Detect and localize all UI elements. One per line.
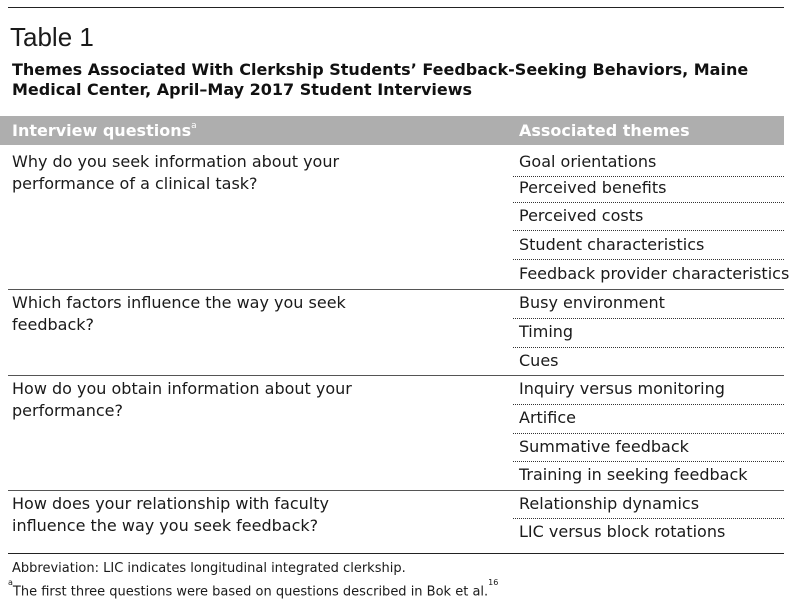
question-line: Which factors influence the way you seek <box>12 293 346 312</box>
footnote-text: The first three questions were based on questions described in Bok et al. <box>12 584 489 600</box>
table-caption <box>12 60 782 100</box>
question-line: How does your relationship with faculty <box>12 494 329 513</box>
theme-item: Cues <box>519 351 559 370</box>
question-line: performance? <box>12 401 123 420</box>
question-cell <box>12 151 432 195</box>
question-line: performance of a clinical task? <box>12 174 258 193</box>
top-rule <box>8 7 784 8</box>
question-cell <box>12 378 432 422</box>
header-questions-label: Interview questions <box>12 121 192 140</box>
theme-item: Goal orientations <box>519 152 657 171</box>
theme-item: Timing <box>519 322 574 341</box>
header-associated-themes: Associated themes <box>519 121 690 140</box>
theme-item: Relationship dynamics <box>519 494 700 513</box>
footnote-marker: a <box>8 578 13 587</box>
footnote-source <box>8 580 498 600</box>
question-line: Why do you seek information about your <box>12 152 340 171</box>
theme-item: Student characteristics <box>519 235 705 254</box>
question-cell <box>12 493 432 537</box>
bottom-rule <box>8 553 784 554</box>
footnote-abbreviation: Abbreviation: LIC indicates longitudinal integrated clerkship. <box>12 561 406 576</box>
theme-item: Perceived costs <box>519 206 644 225</box>
footnote-reference: 16 <box>488 578 499 587</box>
question-line: feedback? <box>12 315 94 334</box>
table-label: Table 1 <box>10 22 94 52</box>
theme-item: LIC versus block rotations <box>519 522 726 541</box>
theme-item: Perceived benefits <box>519 178 667 197</box>
theme-item: Artifice <box>519 408 576 427</box>
question-line: How do you obtain information about your <box>12 379 352 398</box>
theme-item: Feedback provider characteristics <box>519 264 790 283</box>
question-line: influence the way you seek feedback? <box>12 516 319 535</box>
caption-line-2: Medical Center, April–May 2017 Student Interviews <box>12 80 473 99</box>
header-interview-questions <box>12 116 197 145</box>
header-footnote-marker: a <box>191 120 197 131</box>
theme-item: Inquiry versus monitoring <box>519 379 725 398</box>
theme-item: Training in seeking feedback <box>519 465 748 484</box>
theme-item: Summative feedback <box>519 437 689 456</box>
question-cell <box>12 292 432 336</box>
theme-item: Busy environment <box>519 293 665 312</box>
caption-line-1: Themes Associated With Clerkship Students’ Feedback-Seeking Behaviors, Maine <box>12 60 749 79</box>
table-header <box>0 116 784 145</box>
